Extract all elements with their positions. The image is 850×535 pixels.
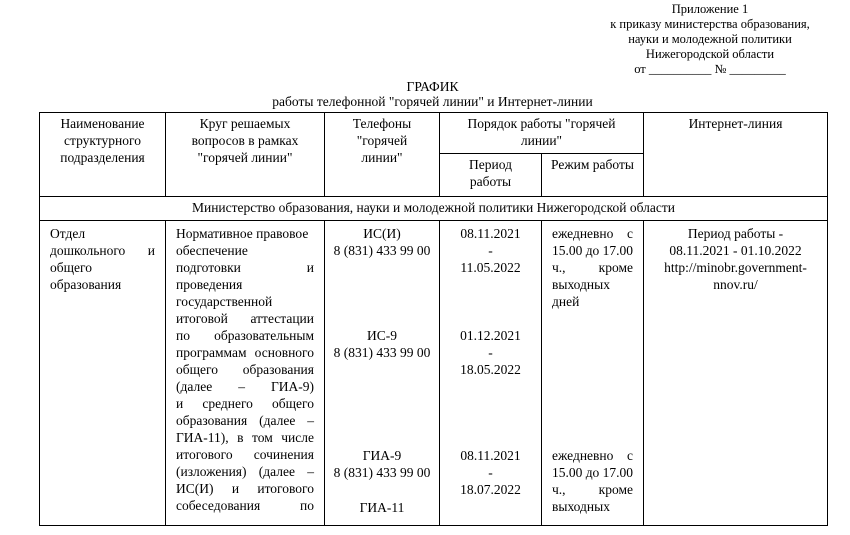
mode-entry: ежедневно с 15.00 до 17.00 ч., кроме выходных — [552, 448, 633, 514]
internet-link[interactable]: http://minobr.government- — [664, 260, 807, 275]
mode-entry: ежедневно с 15.00 до 17.00 ч., кроме выходных дней — [552, 226, 633, 309]
header-internet: Интернет-линия — [644, 113, 828, 197]
phone-entry: ГИА-9 8 (831) 433 99 00 — [333, 448, 431, 480]
table-row — [40, 221, 828, 526]
header-phones: Телефоны "горячей линии" — [325, 113, 440, 197]
period-entry: 08.11.2021 - 11.05.2022 — [460, 226, 521, 275]
scope-line: образования (далее – — [176, 413, 314, 428]
document-subtitle: работы телефонной "горячей линии" и Интернет-линии — [272, 94, 593, 109]
cell-phones — [325, 221, 440, 526]
annex-line: Приложение 1 — [671, 2, 749, 16]
phone-entry: ИС(И) 8 (831) 433 99 00 — [333, 226, 431, 258]
cell-period — [440, 221, 542, 526]
header-period: Период работы — [440, 154, 542, 197]
internet-link[interactable]: nnov.ru/ — [713, 277, 758, 292]
scope-line: обеспечение — [176, 243, 248, 258]
annex-line: к приказу министерства образования, — [610, 17, 810, 31]
header-mode: Режим работы — [542, 154, 644, 197]
scope-line: ГИА-11), в том числе — [176, 430, 314, 445]
scope-line: подготовки и — [176, 260, 314, 275]
header-unit: Наименование структурного подразделения — [40, 113, 166, 197]
scope-line: ИС(И) и итогового — [176, 481, 314, 496]
cell-mode — [542, 221, 644, 526]
org-name: Министерство образования, науки и молодежной политики Нижегородской области — [40, 197, 828, 221]
phone-entry: ГИА-11 — [359, 500, 405, 515]
schedule-table — [39, 112, 828, 526]
scope-line: программам основного — [176, 345, 314, 360]
scope-line: общего образования — [176, 362, 314, 377]
scope-line: проведения — [176, 277, 243, 292]
header-order: Порядок работы "горячей линии" — [440, 113, 644, 154]
scope-line: итоговой аттестации — [176, 311, 314, 326]
phone-entry: ИС-9 8 (831) 433 99 00 — [333, 328, 431, 360]
scope-line: государственной — [176, 294, 273, 309]
period-entry: 08.11.2021 - 18.07.2022 — [460, 448, 521, 497]
annex-block — [560, 2, 850, 77]
cell-internet: Период работы - 08.11.2021 - 01.10.2022 http://minobr.government- nnov.ru/ — [644, 221, 828, 526]
scope-line: (далее – ГИА-9) — [176, 379, 314, 394]
org-row — [40, 197, 828, 221]
header-scope: Круг решаемых вопросов в рамках "горячей линии" — [166, 113, 325, 197]
document-title: ГРАФИК — [406, 79, 459, 94]
scope-line: собеседования по — [176, 498, 314, 513]
annex-line: Нижегородской области — [645, 47, 775, 61]
scope-line: (изложения) (далее – — [176, 464, 314, 479]
cell-unit: Отдел дошкольного и общего образования — [40, 221, 166, 526]
scope-line: Нормативное правовое — [176, 226, 309, 241]
header-row — [40, 113, 828, 154]
period-entry: 01.12.2021 - 18.05.2022 — [460, 328, 521, 377]
scope-line: и среднего общего — [176, 396, 314, 411]
annex-line: от __________ № _________ — [634, 62, 786, 76]
annex-line: науки и молодежной политики — [628, 32, 792, 46]
cell-scope — [166, 221, 325, 526]
scope-line: по образовательным — [176, 328, 314, 343]
scope-line: итогового сочинения — [176, 447, 314, 462]
